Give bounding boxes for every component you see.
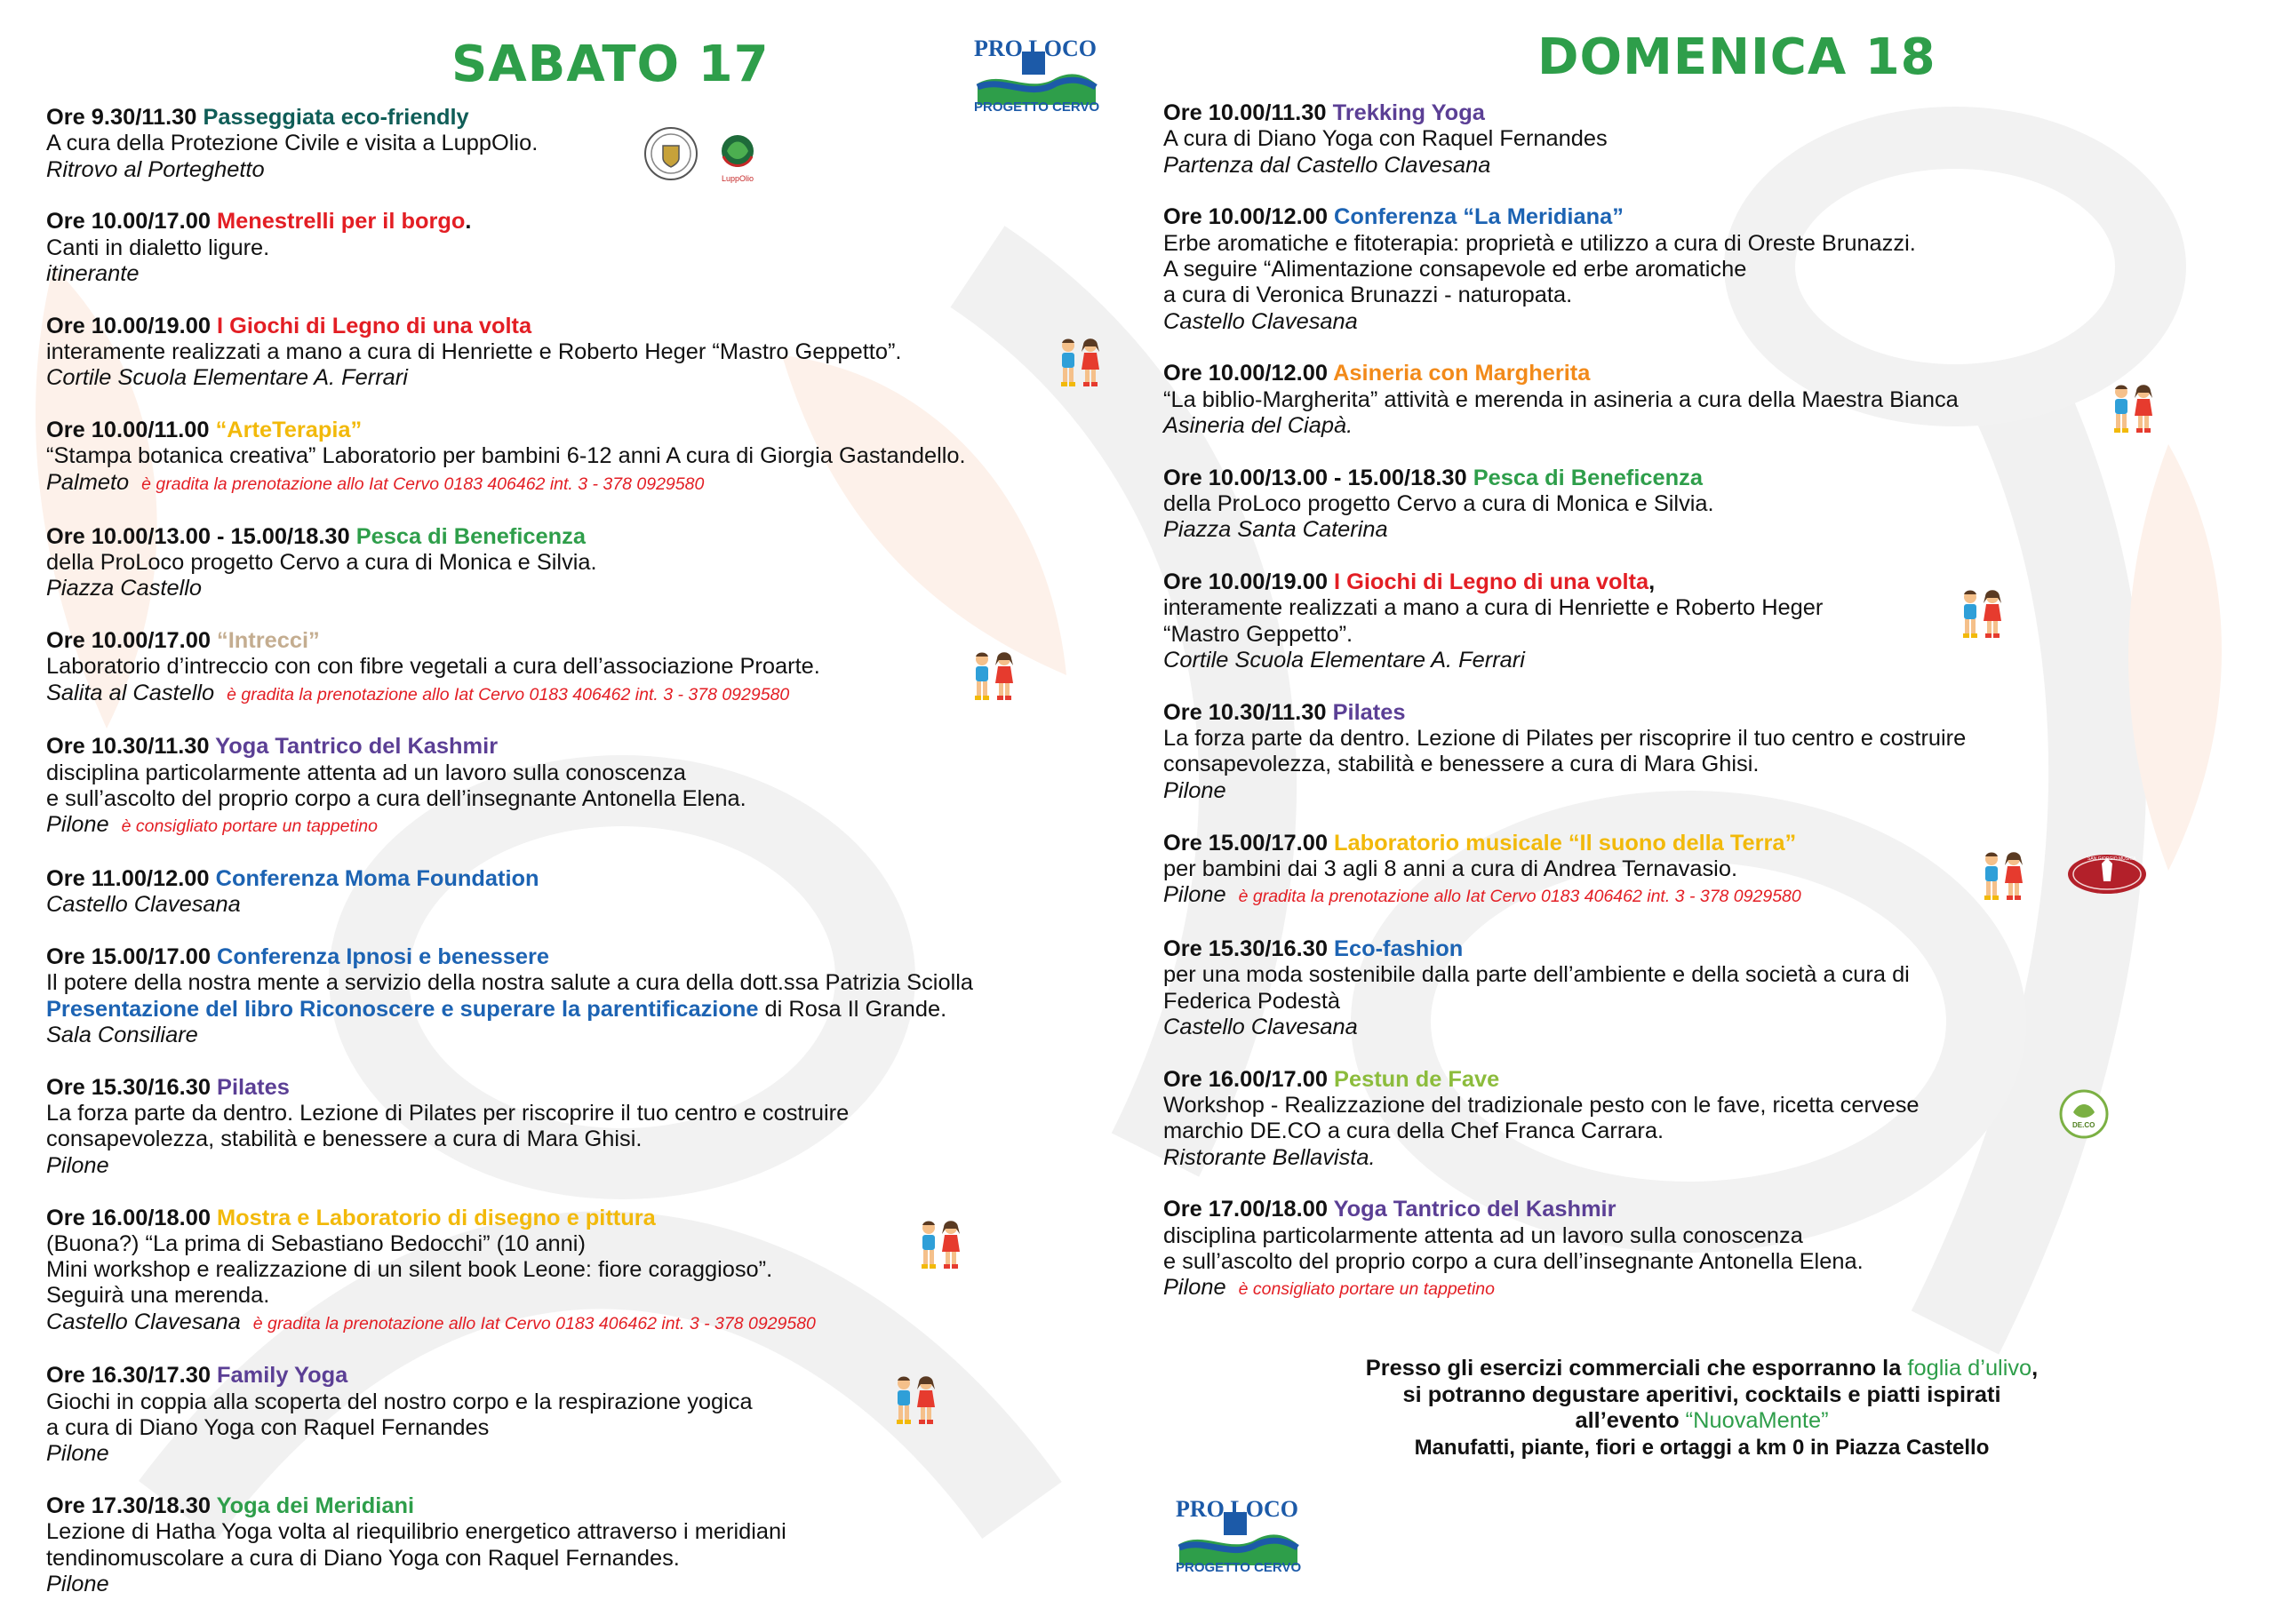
event-description: marchio DE.CO a cura della Chef Franca Carrara. bbox=[1163, 1118, 1664, 1144]
event-location-line bbox=[1163, 413, 2230, 439]
event-description: Federica Podestà bbox=[1163, 988, 1341, 1014]
event-time: Ore 10.00/11.00 bbox=[46, 418, 210, 443]
event-location-line bbox=[46, 1310, 1113, 1337]
event-location: Pilone bbox=[46, 1441, 109, 1467]
event-location: Pilone bbox=[46, 812, 109, 838]
footer-line-1-post: , bbox=[2032, 1356, 2039, 1381]
event-title: Conferenza Moma Foundation bbox=[215, 866, 539, 892]
event-item bbox=[1163, 466, 2230, 544]
event-location: itinerante bbox=[46, 260, 140, 286]
event-location-line bbox=[46, 470, 1113, 498]
event-item bbox=[1163, 361, 2230, 439]
event-description: Seguirà una merenda. bbox=[46, 1283, 270, 1309]
event-heading bbox=[1163, 1197, 2230, 1222]
event-title: Conferenza Ipnosi e benessere bbox=[217, 944, 549, 970]
proloco-logo bbox=[967, 32, 1100, 121]
event-item bbox=[46, 418, 1113, 498]
event-time: Ore 16.00/17.00 bbox=[1163, 1066, 1328, 1092]
event-title: I Giochi di Legno di una volta bbox=[1334, 569, 1649, 595]
event-location: Pilone bbox=[46, 1152, 109, 1178]
event-time: Ore 10.00/12.00 bbox=[1163, 204, 1328, 230]
event-heading bbox=[1163, 466, 2230, 491]
event-heading bbox=[1163, 100, 2230, 126]
footer-highlight-event: “NuovaMente” bbox=[1685, 1408, 1829, 1433]
event-item bbox=[46, 866, 1113, 919]
event-description: consapevolezza, stabilità e benessere a cura di Mara Ghisi. bbox=[1163, 752, 1760, 777]
kids-icon bbox=[915, 1220, 965, 1273]
event-description: Lezione di Hatha Yoga volta al riequilibrio energetico attraverso i meridiani bbox=[46, 1519, 786, 1545]
event-time: Ore 17.30/18.30 bbox=[46, 1493, 211, 1519]
footer-line-4: Manufatti, piante, fiori e ortaggi a km 0 in Piazza Castello bbox=[1414, 1435, 1990, 1460]
event-location: Cortile Scuola Elementare A. Ferrari bbox=[46, 365, 408, 391]
event-description: Canti in dialetto ligure. bbox=[46, 235, 270, 260]
event-description: Mini workshop e realizzazione di un silent book Leone: fiore coraggioso”. bbox=[46, 1257, 773, 1283]
footer-line-1 bbox=[1244, 1356, 2159, 1382]
event-title: Pestun de Fave bbox=[1334, 1066, 1500, 1092]
event-item bbox=[46, 209, 1113, 287]
event-item bbox=[46, 1493, 1113, 1597]
event-location-line bbox=[46, 576, 1113, 601]
event-time: Ore 10.00/13.00 - 15.00/18.30 bbox=[46, 523, 350, 549]
event-location-line bbox=[46, 812, 1113, 840]
event-description: disciplina particolarmente attenta ad un lavoro sulla conoscenza bbox=[46, 760, 686, 785]
event-location: Salita al Castello bbox=[46, 680, 215, 705]
event-time: Ore 10.30/11.30 bbox=[46, 734, 210, 760]
event-description: interamente realizzati a mano a cura di Henriette e Roberto Heger “Mastro Geppetto”. bbox=[46, 339, 902, 365]
event-item bbox=[46, 628, 1113, 708]
event-location-line bbox=[46, 681, 1113, 708]
event-description: “La biblio-Margherita” attività e merenda in asineria a cura della Maestra Bianca bbox=[1163, 386, 1959, 412]
event-booking-note: è gradita la prenotazione allo Iat Cervo 0183 406462 int. 3 - 378 0929580 bbox=[141, 474, 705, 494]
proloco-logo-bottom bbox=[1169, 1493, 1302, 1581]
event-time: Ore 15.30/16.30 bbox=[46, 1074, 211, 1100]
event-heading bbox=[46, 628, 1113, 654]
event-item bbox=[1163, 569, 2230, 673]
kids-icon bbox=[890, 1375, 940, 1429]
event-heading bbox=[46, 524, 1113, 550]
event-title: Laboratorio musicale “Il suono della Terra” bbox=[1334, 830, 1797, 856]
event-booking-note: è gradita la prenotazione allo Iat Cervo 0183 406462 int. 3 - 378 0929580 bbox=[252, 1313, 816, 1333]
event-title: “ArteTerapia” bbox=[215, 418, 363, 443]
event-description: consapevolezza, stabilità e benessere a cura di Mara Ghisi. bbox=[46, 1126, 643, 1152]
event-heading bbox=[1163, 700, 2230, 726]
event-book-title: Presentazione del libro Riconoscere e superare la parentificazione bbox=[46, 996, 759, 1022]
event-time: Ore 10.00/17.00 bbox=[46, 627, 211, 653]
event-location: Partenza dal Castello Clavesana bbox=[1163, 152, 1491, 178]
kids-icon bbox=[1957, 589, 2007, 642]
event-heading bbox=[1163, 204, 2230, 230]
event-title-suffix: , bbox=[1648, 569, 1656, 595]
event-description: A seguire “Alimentazione consapevole ed erbe aromatiche bbox=[1163, 256, 1747, 282]
event-description: e sull’ascolto del proprio corpo a cura dell’insegnante Antonella Elena. bbox=[1163, 1248, 1864, 1274]
event-location: Castello Clavesana bbox=[1163, 1014, 1358, 1039]
event-location-line bbox=[1163, 153, 2230, 179]
event-heading bbox=[46, 1075, 1113, 1101]
event-location: Ritrovo al Porteghetto bbox=[46, 156, 265, 182]
event-location-line bbox=[46, 1153, 1113, 1179]
event-title: Passeggiata eco-friendly bbox=[203, 105, 469, 130]
footer-highlight-olive-leaf: foglia d’ulivo bbox=[1907, 1356, 2032, 1381]
event-location-line bbox=[1163, 309, 2230, 335]
event-time: Ore 15.00/17.00 bbox=[1163, 830, 1328, 856]
event-heading bbox=[46, 209, 1113, 235]
event-item bbox=[1163, 100, 2230, 179]
sunday-schedule bbox=[1163, 100, 2230, 1329]
event-location-line bbox=[1163, 648, 2230, 673]
event-location-line bbox=[1163, 517, 2230, 543]
event-description: La forza parte da dentro. Lezione di Pilates per riscoprire il tuo centro e costruire bbox=[1163, 726, 1967, 752]
event-item bbox=[1163, 1197, 2230, 1302]
footer-line-3 bbox=[1244, 1408, 2159, 1435]
event-location: Palmeto bbox=[46, 469, 130, 495]
event-heading bbox=[46, 418, 1113, 443]
proloco-logo-bottom-sub: PROGETTO CERVO bbox=[1176, 1560, 1302, 1575]
event-time: Ore 10.00/13.00 - 15.00/18.30 bbox=[1163, 465, 1467, 490]
event-heading bbox=[46, 1363, 1113, 1389]
event-time: Ore 11.00/12.00 bbox=[46, 866, 210, 892]
event-location: Asineria del Ciapà. bbox=[1163, 412, 1353, 438]
event-item bbox=[1163, 936, 2230, 1040]
event-description: per bambini dai 3 agli 8 anni a cura di Andrea Ternavasio. bbox=[1163, 856, 1737, 881]
event-location-line bbox=[46, 892, 1113, 918]
event-title: Asineria con Margherita bbox=[1333, 361, 1591, 386]
event-title: Eco-fashion bbox=[1334, 935, 1464, 961]
event-location-line bbox=[46, 261, 1113, 287]
event-location-line bbox=[1163, 1275, 2230, 1302]
event-item bbox=[1163, 204, 2230, 334]
event-title: Pesca di Beneficenza bbox=[1473, 465, 1703, 490]
event-title: Trekking Yoga bbox=[1332, 100, 1485, 125]
event-location: Castello Clavesana bbox=[1163, 308, 1358, 334]
event-description: “Mastro Geppetto”. bbox=[1163, 621, 1353, 647]
event-description: A cura della Protezione Civile e visita a LuppOlio. bbox=[46, 131, 539, 156]
saturday-schedule bbox=[46, 105, 1113, 1624]
event-heading bbox=[46, 944, 1113, 970]
event-title: Mostra e Laboratorio di disegno e pittura bbox=[217, 1205, 656, 1230]
event-location: Castello Clavesana bbox=[46, 892, 241, 918]
kids-icon bbox=[1055, 338, 1105, 391]
event-description: a cura di Diano Yoga con Raquel Fernandes bbox=[46, 1415, 490, 1441]
kids-icon bbox=[1978, 851, 2028, 904]
music-school-logo bbox=[2066, 851, 2148, 897]
event-heading bbox=[1163, 569, 2230, 595]
event-booking-note: è gradita la prenotazione allo Iat Cervo 0183 406462 int. 3 - 378 0929580 bbox=[1238, 887, 1801, 907]
deco-logo bbox=[2059, 1089, 2109, 1139]
event-booking-note: è gradita la prenotazione allo Iat Cervo 0183 406462 int. 3 - 378 0929580 bbox=[227, 684, 790, 705]
event-title: Yoga Tantrico del Kashmir bbox=[215, 734, 499, 760]
saturday-title: SABATO 17 bbox=[451, 36, 770, 93]
kids-icon bbox=[2108, 384, 2158, 437]
event-item bbox=[46, 1075, 1113, 1179]
proloco-logo-bottom-text: PRO LOCO bbox=[1176, 1496, 1298, 1522]
event-time: Ore 16.00/18.00 bbox=[46, 1205, 211, 1230]
event-description: Erbe aromatiche e fitoterapia: proprietà e utilizzo a cura di Oreste Brunazzi. bbox=[1163, 230, 1916, 256]
luppolio-logo-text: LuppOlio bbox=[722, 174, 754, 183]
luppolio-logo bbox=[711, 130, 764, 185]
event-description: per una moda sostenibile dalla parte dell’ambiente e della società a cura di bbox=[1163, 962, 1910, 988]
event-time: Ore 17.00/18.00 bbox=[1163, 1197, 1328, 1222]
event-heading bbox=[46, 1493, 1113, 1519]
event-title: I Giochi di Legno di una volta bbox=[217, 313, 532, 338]
event-location: Sala Consiliare bbox=[46, 1023, 198, 1048]
event-item bbox=[46, 734, 1113, 840]
event-time: Ore 10.00/12.00 bbox=[1163, 361, 1328, 386]
event-heading bbox=[46, 734, 1113, 760]
footer-line-3-pre: all’evento bbox=[1575, 1408, 1686, 1433]
music-school-logo-text: SAN GIORGIO MUSICA bbox=[2087, 856, 2136, 862]
event-title: Yoga dei Meridiani bbox=[216, 1493, 415, 1519]
event-item bbox=[46, 314, 1113, 392]
event-description: Laboratorio d’intreccio con con fibre vegetali a cura dell’associazione Proarte. bbox=[46, 654, 820, 680]
event-book-line bbox=[46, 997, 1113, 1023]
event-description: “Stampa botanica creativa” Laboratorio per bambini 6-12 anni A cura di Giorgia Gastandello. bbox=[46, 443, 966, 469]
event-time: Ore 15.00/17.00 bbox=[46, 944, 211, 970]
event-location: Piazza Santa Caterina bbox=[1163, 517, 1388, 543]
event-title: Pilates bbox=[1332, 699, 1406, 725]
proloco-logo-text: PRO LOCO bbox=[974, 36, 1097, 61]
event-description: La forza parte da dentro. Lezione di Pilates per riscoprire il tuo centro e costruire bbox=[46, 1101, 850, 1126]
event-location-line bbox=[1163, 778, 2230, 804]
event-time: Ore 16.30/17.30 bbox=[46, 1363, 211, 1389]
event-time: Ore 10.00/19.00 bbox=[1163, 569, 1328, 595]
event-location-line bbox=[46, 1023, 1113, 1048]
event-time: Ore 10.00/11.30 bbox=[1163, 100, 1327, 125]
event-heading bbox=[1163, 936, 2230, 962]
event-item bbox=[46, 524, 1113, 602]
event-description: A cura di Diano Yoga con Raquel Fernandes bbox=[1163, 126, 1608, 152]
deco-logo-text: DE.CO bbox=[2072, 1121, 2095, 1129]
event-time: Ore 9.30/11.30 bbox=[46, 105, 197, 130]
event-booking-note: è consigliato portare un tappetino bbox=[1238, 1279, 1495, 1300]
event-location: Pilone bbox=[1163, 1275, 1226, 1301]
event-description: Il potere della nostra mente a servizio della nostra salute a cura della dott.ssa Patrizia Sciolla bbox=[46, 970, 973, 996]
event-item bbox=[46, 944, 1113, 1048]
event-heading bbox=[46, 314, 1113, 339]
event-location: Ristorante Bellavista. bbox=[1163, 1144, 1376, 1170]
event-title: Pesca di Beneficenza bbox=[355, 523, 586, 549]
event-location: Pilone bbox=[1163, 777, 1226, 803]
event-description: della ProLoco progetto Cervo a cura di Monica e Silvia. bbox=[1163, 491, 1714, 517]
kids-icon bbox=[969, 651, 1018, 705]
event-title: “Intrecci” bbox=[217, 627, 320, 653]
event-time: Ore 10.00/17.00 bbox=[46, 209, 211, 235]
event-item bbox=[46, 105, 1113, 183]
event-description: a cura di Veronica Brunazzi - naturopata. bbox=[1163, 283, 1573, 308]
event-item bbox=[1163, 700, 2230, 804]
event-location-line bbox=[46, 1572, 1113, 1597]
footer-line-1-pre: Presso gli esercizi commerciali che esporranno la bbox=[1365, 1356, 1908, 1381]
event-description: Workshop - Realizzazione del tradizionale pesto con le fave, ricetta cervese bbox=[1163, 1092, 1920, 1118]
event-title: Family Yoga bbox=[217, 1363, 348, 1389]
event-description: e sull’ascolto del proprio corpo a cura dell’insegnante Antonella Elena. bbox=[46, 785, 746, 811]
event-description: disciplina particolarmente attenta ad un lavoro sulla conoscenza bbox=[1163, 1222, 1803, 1248]
event-description: tendinomuscolare a cura di Diano Yoga con Raquel Fernandes. bbox=[46, 1545, 680, 1571]
event-location-line bbox=[1163, 1145, 2230, 1171]
event-time: Ore 10.00/19.00 bbox=[46, 313, 211, 338]
event-location-line bbox=[1163, 1015, 2230, 1040]
event-book-suffix: di Rosa Il Grande. bbox=[758, 996, 947, 1022]
footer-line-2: si potranno degustare aperitivi, cocktails e piatti ispirati bbox=[1402, 1381, 2001, 1407]
sunday-title: DOMENICA 18 bbox=[1537, 28, 1936, 86]
event-location-line bbox=[46, 157, 1113, 183]
event-title: Pilates bbox=[217, 1074, 290, 1100]
event-time: Ore 10.30/11.30 bbox=[1163, 699, 1327, 725]
event-time: Ore 15.30/16.30 bbox=[1163, 935, 1328, 961]
event-description: della ProLoco progetto Cervo a cura di Monica e Silvia. bbox=[46, 549, 597, 575]
footer-info bbox=[1244, 1356, 2159, 1461]
event-location-line bbox=[46, 1441, 1113, 1467]
event-heading bbox=[46, 866, 1113, 892]
event-description: (Buona?) “La prima di Sebastiano Bedocchi” (10 anni) bbox=[46, 1230, 586, 1256]
event-description: Giochi in coppia alla scoperta del nostro corpo e la respirazione yogica bbox=[46, 1389, 753, 1414]
event-location: Castello Clavesana bbox=[46, 1309, 241, 1334]
event-item bbox=[46, 1363, 1113, 1467]
proloco-logo-sub: PROGETTO CERVO bbox=[974, 100, 1100, 115]
event-heading bbox=[46, 105, 1113, 131]
event-location-line bbox=[46, 365, 1113, 391]
event-title-suffix: . bbox=[465, 209, 472, 235]
event-location: Pilone bbox=[1163, 882, 1226, 908]
event-description: interamente realizzati a mano a cura di Henriette e Roberto Heger bbox=[1163, 595, 1824, 621]
event-title: Yoga Tantrico del Kashmir bbox=[1333, 1197, 1616, 1222]
event-booking-note: è consigliato portare un tappetino bbox=[121, 816, 378, 837]
event-location: Pilone bbox=[46, 1572, 109, 1597]
event-heading bbox=[1163, 361, 2230, 386]
event-location: Piazza Castello bbox=[46, 576, 202, 601]
event-title: Conferenza “La Meridiana” bbox=[1334, 204, 1624, 230]
event-title: Menestrelli per il borgo bbox=[217, 209, 466, 235]
comune-crest-logo bbox=[643, 126, 698, 181]
event-location: Cortile Scuola Elementare A. Ferrari bbox=[1163, 648, 1525, 673]
